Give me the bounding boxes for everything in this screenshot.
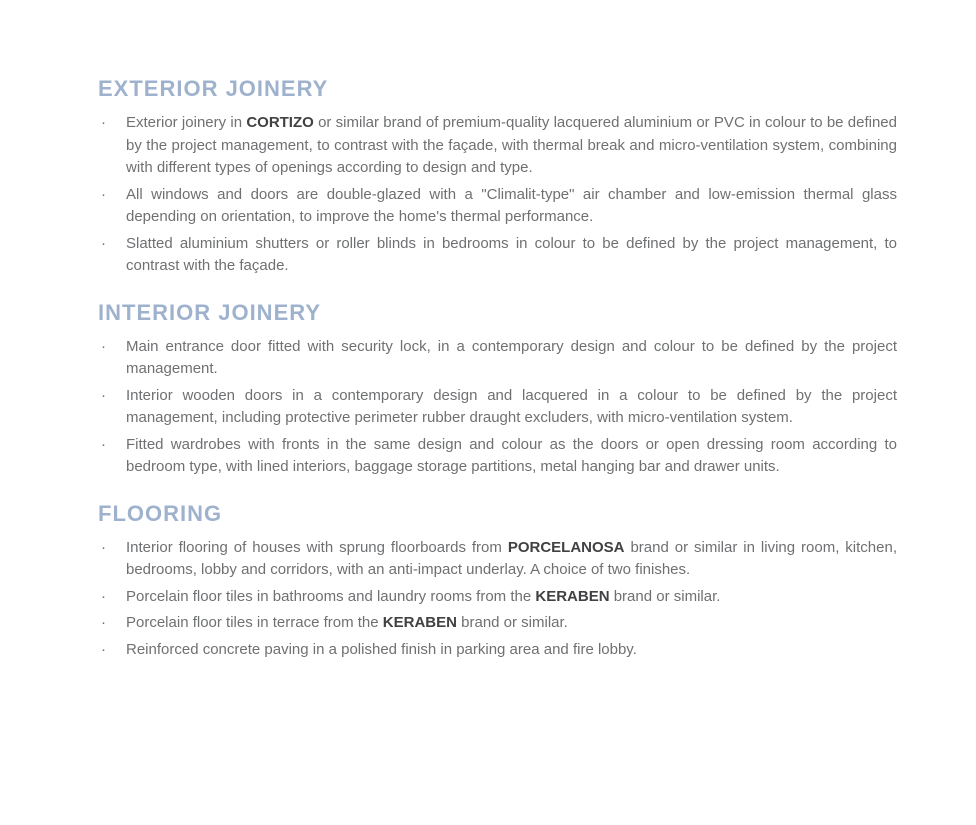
bullet-dot-icon: · xyxy=(101,640,106,658)
bullet-item xyxy=(98,639,897,662)
brand-name-bold: KERABEN xyxy=(382,614,457,631)
text-segment: Slatted aluminium shutters or roller blinds in bedrooms in colour to be defined by the project management, to contrast with the façade. xyxy=(126,234,897,274)
text-segment: brand or similar in living room, kitchen, bedrooms, lobby and corridors, with an anti-impact underlay. A choice of two finishes. xyxy=(126,538,897,578)
brand-name-bold: PORCELANOSA xyxy=(507,538,625,556)
text-segment: All windows and doors are double-glazed with a "Climalit-type" air chamber and low-emission thermal glass depending on orientation, to improve the home's thermal performance. xyxy=(126,185,897,225)
bullet-dot-icon: · xyxy=(101,114,106,131)
bullet-dot-icon: · xyxy=(101,587,106,605)
section-heading-exterior-joinery: EXTERIOR JOINERY xyxy=(98,76,329,101)
text-segment: or similar brand of premium-quality lacquered aluminium or PVC in colour to be defined by the project management, to contrast with the façade, with thermal break and micro-ventilation system, combining with different types of openings according to design and type. xyxy=(126,114,897,176)
text-segment: brand or similar. xyxy=(609,587,721,605)
section-heading-interior-joinery: INTERIOR JOINERY xyxy=(98,299,321,325)
section-heading-flooring: FLOORING xyxy=(98,500,223,526)
bullet-item xyxy=(98,537,897,582)
bullet-dot-icon: · xyxy=(101,386,106,404)
bullet-list-exterior-joinery xyxy=(98,112,897,278)
bullet-text xyxy=(126,233,897,278)
text-segment: Porcelain floor tiles in bathrooms and laundry rooms from the xyxy=(126,587,536,605)
bullet-text xyxy=(126,184,897,229)
section-exterior-joinery xyxy=(98,76,897,278)
bullet-text xyxy=(126,612,897,635)
text-segment: Porcelain floor tiles in terrace from the xyxy=(126,614,383,631)
bullet-item xyxy=(98,184,897,229)
bullet-item xyxy=(98,612,897,635)
bullet-item xyxy=(98,336,897,381)
bullet-text xyxy=(126,537,897,582)
text-segment: Main entrance door fitted with security lock, in a contemporary design and colour to be defined by the project management. xyxy=(126,337,897,377)
bullet-item xyxy=(98,434,897,479)
text-segment: Interior wooden doors in a contemporary design and lacquered in a colour to be defined by the project management, including protective perimeter rubber draught excluders, with micro-ventilation system. xyxy=(126,386,897,426)
bullet-dot-icon: · xyxy=(101,185,106,203)
bullet-text xyxy=(126,336,897,381)
bullet-item xyxy=(98,586,897,609)
bullet-dot-icon: · xyxy=(101,337,106,355)
bullet-dot-icon: · xyxy=(101,435,106,453)
brand-name-bold: KERABEN xyxy=(535,587,610,605)
bullet-text xyxy=(126,639,897,662)
text-segment: Fitted wardrobes with fronts in the same design and colour as the doors or open dressing room according to bedroom type, with lined interiors, baggage storage partitions, metal hanging bar and drawer units. xyxy=(126,435,897,475)
bullet-item xyxy=(98,112,897,180)
section-flooring xyxy=(98,501,897,662)
bullet-list-flooring xyxy=(98,537,897,662)
bullet-text xyxy=(126,385,897,430)
bullet-list-interior-joinery xyxy=(98,336,897,479)
bullet-text xyxy=(126,586,897,609)
text-segment: Interior flooring of houses with sprung floorboards from xyxy=(126,538,508,556)
bullet-item xyxy=(98,385,897,430)
bullet-dot-icon: · xyxy=(101,538,106,556)
bullet-dot-icon: · xyxy=(101,234,106,252)
text-segment: Reinforced concrete paving in a polished finish in parking area and fire lobby. xyxy=(126,640,637,658)
bullet-text xyxy=(126,434,897,479)
bullet-text xyxy=(126,112,897,180)
brand-name-bold: CORTIZO xyxy=(246,114,314,131)
bullet-dot-icon: · xyxy=(101,614,106,631)
bullet-item xyxy=(98,233,897,278)
text-segment: Exterior joinery in xyxy=(126,114,247,131)
section-interior-joinery xyxy=(98,300,897,479)
text-segment: brand or similar. xyxy=(456,614,568,631)
